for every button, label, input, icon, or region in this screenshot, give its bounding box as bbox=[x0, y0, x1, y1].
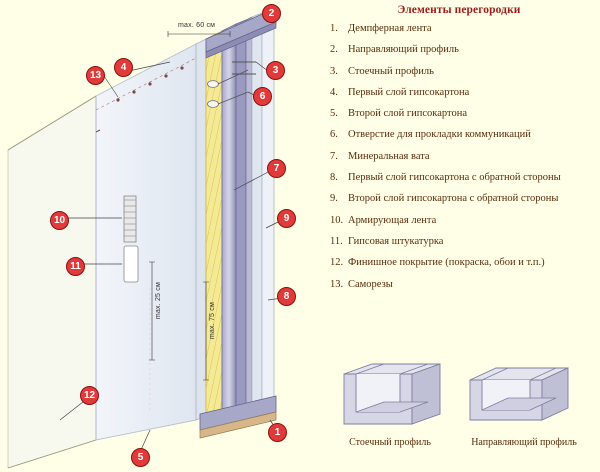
legend-item-number: 9. bbox=[330, 193, 338, 205]
legend-item-2 bbox=[322, 44, 596, 57]
legend-item-11 bbox=[322, 236, 596, 249]
legend-item-7 bbox=[322, 151, 596, 164]
legend-item-label: Армирующая лента bbox=[348, 214, 437, 226]
gypsum-layer-one-front bbox=[196, 39, 206, 420]
legend-item-13 bbox=[322, 279, 596, 292]
legend-item-label: Демпферная лента bbox=[348, 23, 432, 34]
legend-title: Элементы перегородки bbox=[397, 4, 521, 16]
legend-item-6 bbox=[322, 129, 596, 142]
legend-list bbox=[322, 23, 596, 291]
legend-item-number: 8. bbox=[330, 172, 338, 184]
legend-item-label: Стоечный профиль bbox=[348, 65, 434, 77]
callout-11[interactable]: 11 bbox=[66, 257, 85, 276]
legend-item-3 bbox=[322, 66, 596, 79]
legend-item-number: 11. bbox=[330, 235, 343, 247]
dimension-label-middle: max. 25 см bbox=[155, 282, 162, 320]
finish-layer-plane bbox=[8, 96, 96, 468]
callout-9[interactable]: 9 bbox=[277, 209, 296, 228]
legend-item-number: 13. bbox=[330, 278, 344, 290]
callout-2[interactable]: 2 bbox=[262, 4, 281, 23]
legend-item-number: 12. bbox=[330, 257, 344, 269]
legend-item-number: 10. bbox=[330, 214, 344, 226]
mineral-wool-layer bbox=[206, 31, 222, 416]
callout-3[interactable]: 3 bbox=[266, 61, 285, 80]
napravlyayushchiy-profile-caption: Направляющий профиль bbox=[471, 437, 577, 448]
callout-6[interactable]: 6 bbox=[253, 87, 272, 106]
stoechny-profile-icon bbox=[344, 364, 440, 424]
legend-item-label: Первый слой гипсокартона с обратной стороны bbox=[348, 172, 561, 184]
legend-item-number: 1. bbox=[330, 23, 338, 34]
legend-panel bbox=[322, 4, 596, 344]
legend-item-label: Саморезы bbox=[348, 278, 393, 290]
legend-item-label: Второй слой гипсокартона bbox=[348, 108, 467, 120]
legend-item-10 bbox=[322, 215, 596, 228]
legend-item-number: 3. bbox=[330, 65, 338, 77]
legend-item-number: 5. bbox=[330, 108, 338, 120]
legend-item-label: Финишное покрытие (покраска, обои и т.п.) bbox=[348, 257, 545, 269]
legend-item-5 bbox=[322, 108, 596, 121]
dimension-label-top: max. 60 см bbox=[178, 22, 216, 29]
callout-10[interactable]: 10 bbox=[50, 211, 69, 230]
legend-item-number: 7. bbox=[330, 150, 338, 162]
legend-item-number: 4. bbox=[330, 86, 338, 98]
stud-profile bbox=[222, 17, 252, 412]
callout-4[interactable]: 4 bbox=[114, 58, 133, 77]
legend-item-12 bbox=[322, 257, 596, 270]
legend-item-label: Минеральная вата bbox=[348, 150, 430, 162]
callout-7[interactable]: 7 bbox=[267, 159, 286, 178]
callout-13[interactable]: 13 bbox=[86, 66, 105, 85]
legend-item-label: Второй слой гипсокартона с обратной стороны bbox=[348, 193, 559, 205]
legend-item-number: 2. bbox=[330, 44, 338, 56]
stoechny-profile-caption: Стоечный профиль bbox=[349, 437, 431, 448]
legend-item-label: Гипсовая штукатурка bbox=[348, 235, 444, 247]
legend-item-number: 6. bbox=[330, 129, 338, 141]
napravlyayushchiy-profile-icon bbox=[470, 368, 568, 420]
legend-item-label: Первый слой гипсокартона bbox=[348, 86, 470, 98]
legend-item-8 bbox=[322, 172, 596, 185]
legend-item-label: Отверстие для прокладки коммуникаций bbox=[348, 129, 531, 141]
gypsum-layer-two-front bbox=[96, 44, 196, 440]
dimension-label-lower: max. 75 см bbox=[209, 302, 216, 340]
callout-5[interactable]: 5 bbox=[131, 448, 150, 467]
legend-item-4 bbox=[322, 87, 596, 100]
callout-8[interactable]: 8 bbox=[277, 287, 296, 306]
legend-item-1 bbox=[322, 23, 596, 36]
callout-1[interactable]: 1 bbox=[268, 423, 287, 442]
callout-12[interactable]: 12 bbox=[80, 386, 99, 405]
legend-item-label: Направляющий профиль bbox=[348, 44, 459, 56]
legend-item-9 bbox=[322, 193, 596, 206]
